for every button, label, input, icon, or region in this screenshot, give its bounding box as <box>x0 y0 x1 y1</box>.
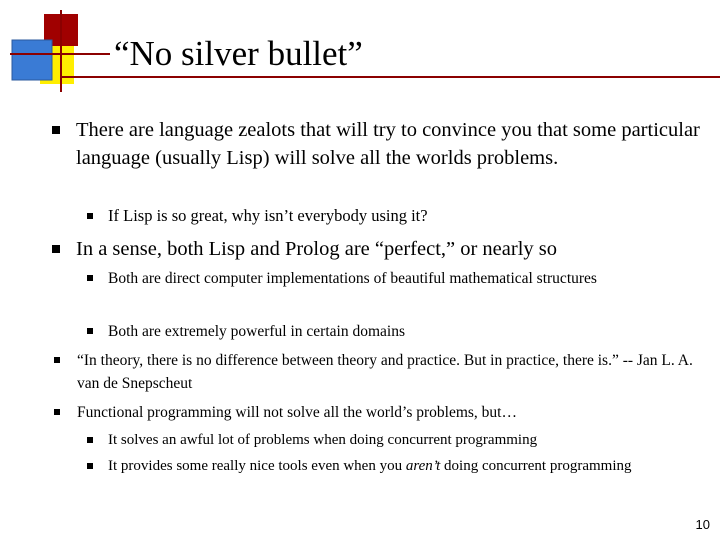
bullet-4: Functional programming will not solve all the world’s problems, but… <box>77 404 517 421</box>
bullet-marker <box>87 463 93 469</box>
slide-logo <box>0 0 110 100</box>
bullet-1: There are language zealots that will try to convince you that some particular language (usually Lisp) will solve all the worlds problems. <box>76 119 700 169</box>
bullet-marker <box>87 328 93 334</box>
logo-blue-square <box>12 40 52 80</box>
bullet-marker <box>87 437 93 443</box>
bullet-4-2 <box>108 455 668 477</box>
bullet-4-2-text-post: doing concurrent programming <box>440 458 632 474</box>
slide-title: “No silver bullet” <box>114 34 363 73</box>
bullet-2-1: Both are direct computer implementations of beautiful mathematical structures <box>108 270 597 287</box>
bullet-3: “In theory, there is no difference between theory and practice. But in practice, there is.” -- Jan L. A. van de Snepscheut <box>77 352 693 392</box>
bullet-1-1: If Lisp is so great, why isn’t everybody using it? <box>108 206 428 225</box>
bullet-4-2-text-pre: It provides some really nice tools even when you <box>108 458 406 474</box>
bullet-marker <box>87 213 93 219</box>
title-rule <box>60 76 720 78</box>
bullet-4-1: It solves an awful lot of problems when doing concurrent programming <box>108 432 538 448</box>
bullet-4-2-emphasis: aren’t <box>405 458 441 474</box>
bullet-2-2: Both are extremely powerful in certain domains <box>108 323 405 340</box>
bullet-marker <box>54 357 60 363</box>
bullet-marker <box>52 245 60 253</box>
bullet-2: In a sense, both Lisp and Prolog are “perfect,” or nearly so <box>76 238 558 260</box>
bullet-marker <box>87 275 93 281</box>
bullet-marker <box>52 126 60 134</box>
page-number: 10 <box>695 517 710 532</box>
bullet-marker <box>54 409 60 415</box>
